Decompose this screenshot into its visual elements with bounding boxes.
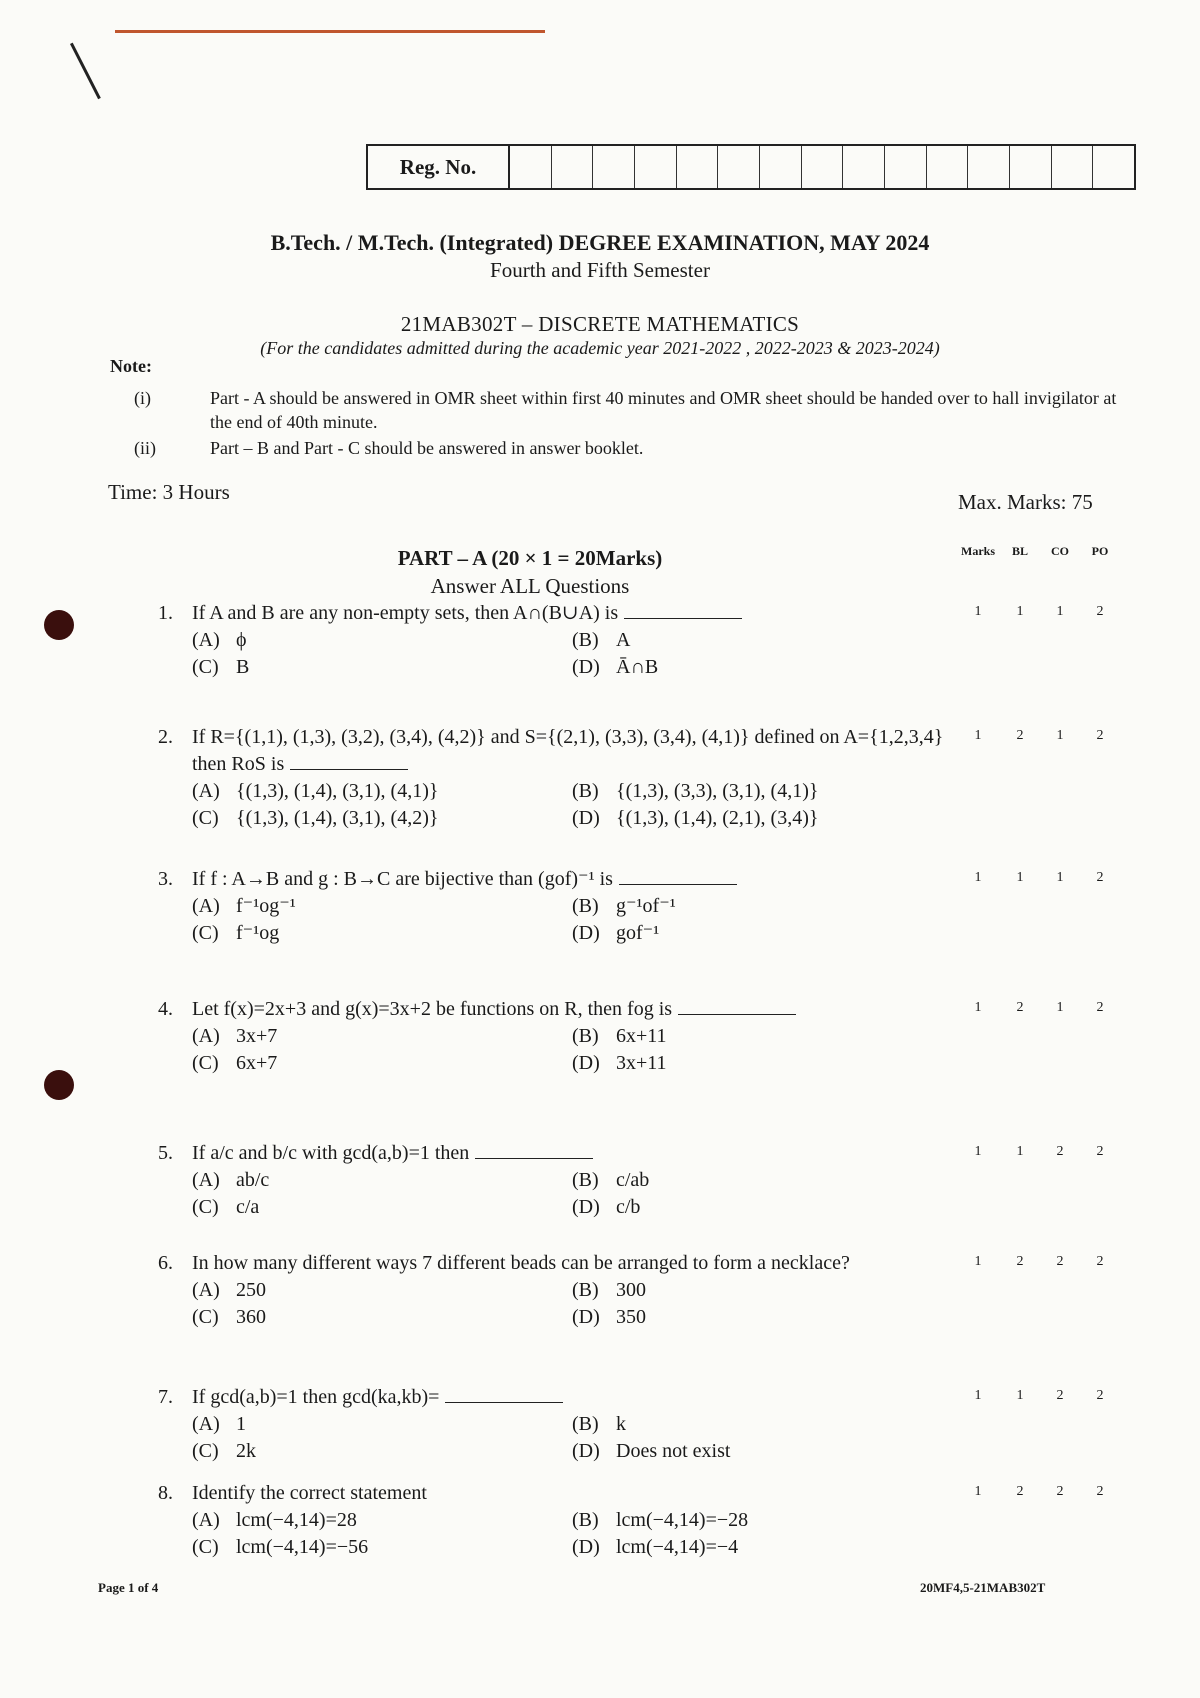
time-allowed: Time: 3 Hours <box>108 480 230 504</box>
option-text: 360 <box>236 1306 266 1328</box>
bl-value: 2 <box>1016 1254 1024 1269</box>
option-letter: (A) <box>192 1509 220 1531</box>
note-text: Part – B and Part - C should be answered in answer booklet. <box>210 438 644 458</box>
co-value: 2 <box>1056 1484 1064 1499</box>
co-value: 2 <box>1056 1388 1064 1403</box>
reg-no-cell[interactable] <box>718 146 760 188</box>
marks-value: 1 <box>974 604 982 619</box>
option-letter: (D) <box>572 1052 600 1074</box>
option-letter: (C) <box>192 1536 219 1558</box>
option <box>572 1167 952 1194</box>
reg-no-cell[interactable] <box>510 146 552 188</box>
question <box>158 724 958 832</box>
reg-no-cell[interactable] <box>760 146 802 188</box>
reg-no-cell[interactable] <box>1093 146 1134 188</box>
bl-value: 2 <box>1016 728 1024 743</box>
option-letter: (C) <box>192 807 219 829</box>
question <box>158 1480 958 1561</box>
note-label: Note: <box>110 356 152 376</box>
option-text: 300 <box>616 1279 646 1301</box>
marks-value: 1 <box>974 1144 982 1159</box>
option-text: k <box>616 1413 626 1435</box>
option-letter: (C) <box>192 1440 219 1462</box>
question-text: If gcd(a,b)=1 then gcd(ka,kb)= <box>192 1386 440 1408</box>
option <box>192 1507 572 1534</box>
option-text: c/a <box>236 1196 260 1218</box>
answer-blank <box>624 600 742 619</box>
question-text: In how many different ways 7 different beads can be arranged to form a necklace? <box>192 1252 850 1274</box>
reg-no-cell[interactable] <box>927 146 969 188</box>
option <box>192 627 572 654</box>
bl-value: 1 <box>1016 604 1024 619</box>
note-text: Part - A should be answered in OMR sheet within first 40 minutes and OMR sheet should be handed over to hall invigilator at the end of 40th minute. <box>210 388 1117 432</box>
option-text: gof⁻¹ <box>616 922 660 944</box>
question <box>158 1384 958 1465</box>
option-text: lcm(−4,14)=−4 <box>616 1536 739 1558</box>
co-value: 1 <box>1056 604 1064 619</box>
note-number: (ii) <box>134 438 156 458</box>
answer-blank <box>678 996 796 1015</box>
option <box>572 778 952 805</box>
option <box>192 778 572 805</box>
option <box>192 654 572 681</box>
question <box>158 1140 958 1221</box>
answer-blank <box>445 1384 563 1403</box>
option-text: B <box>236 656 250 678</box>
reg-no-cell[interactable] <box>843 146 885 188</box>
option <box>572 1277 952 1304</box>
option-letter: (B) <box>572 1509 599 1531</box>
pen-mark <box>70 43 101 100</box>
option-text: lcm(−4,14)=−28 <box>616 1509 749 1531</box>
reg-no-cell[interactable] <box>552 146 594 188</box>
option-text: g⁻¹of⁻¹ <box>616 895 676 917</box>
option-text: {(1,3), (1,4), (3,1), (4,1)} <box>236 780 439 802</box>
option-text: 350 <box>616 1306 646 1328</box>
option-letter: (B) <box>572 895 599 917</box>
option-text: c/ab <box>616 1169 650 1191</box>
option <box>572 1411 952 1438</box>
decorative-line <box>115 30 545 33</box>
bl-value: 2 <box>1016 1484 1024 1499</box>
option-letter: (D) <box>572 656 600 678</box>
question <box>158 996 958 1077</box>
option-letter: (A) <box>192 1413 220 1435</box>
option <box>572 1050 952 1077</box>
option-text: 2k <box>236 1440 256 1462</box>
co-value: 2 <box>1056 1144 1064 1159</box>
course-title: 21MAB302T – DISCRETE MATHEMATICS <box>400 312 800 336</box>
option-letter: (C) <box>192 1306 219 1328</box>
co-value: 2 <box>1056 1254 1064 1269</box>
question-text: Identify the correct statement <box>192 1482 427 1504</box>
option-text: 3x+11 <box>616 1052 667 1074</box>
option <box>192 893 572 920</box>
option <box>572 1438 952 1465</box>
question-number: 8. <box>158 1482 173 1504</box>
option-letter: (C) <box>192 1196 219 1218</box>
option-text: 1 <box>236 1413 246 1435</box>
option-letter: (D) <box>572 1440 600 1462</box>
option <box>572 920 952 947</box>
option-text: lcm(−4,14)=−56 <box>236 1536 369 1558</box>
option-text: {(1,3), (1,4), (3,1), (4,2)} <box>236 807 439 829</box>
po-value: 2 <box>1096 1144 1104 1159</box>
question-text: If R={(1,1), (1,3), (3,2), (3,4), (4,2)} and S={(2,1), (3,3), (3,4), (4,1)} defined on A={1,2,3,4} then RoS is <box>192 726 944 775</box>
option <box>192 1023 572 1050</box>
po-value: 2 <box>1096 1388 1104 1403</box>
question-number: 1. <box>158 602 173 624</box>
bl-value: 2 <box>1016 1000 1024 1015</box>
option-text: f⁻¹og⁻¹ <box>236 895 296 917</box>
option-letter: (C) <box>192 656 219 678</box>
answer-blank <box>475 1140 593 1159</box>
col-head-marks: Marks <box>961 544 995 558</box>
reg-no-cell[interactable] <box>968 146 1010 188</box>
note-item <box>110 436 1130 460</box>
question <box>158 600 958 681</box>
option-text: lcm(−4,14)=28 <box>236 1509 357 1531</box>
option <box>192 1411 572 1438</box>
option-letter: (B) <box>572 780 599 802</box>
reg-no-cell[interactable] <box>802 146 844 188</box>
option <box>192 1050 572 1077</box>
option <box>572 627 952 654</box>
question <box>158 1250 958 1331</box>
po-value: 2 <box>1096 604 1104 619</box>
bl-value: 1 <box>1016 1388 1024 1403</box>
option-text: f⁻¹og <box>236 922 280 944</box>
option-letter: (D) <box>572 807 600 829</box>
option <box>192 1438 572 1465</box>
option <box>572 1304 952 1331</box>
option <box>572 654 952 681</box>
po-value: 2 <box>1096 1000 1104 1015</box>
option-letter: (B) <box>572 1169 599 1191</box>
option-text: 6x+11 <box>616 1025 667 1047</box>
option-letter: (D) <box>572 922 600 944</box>
note-item <box>110 386 1130 434</box>
option <box>572 1194 952 1221</box>
question-number: 7. <box>158 1386 173 1408</box>
option-letter: (A) <box>192 895 220 917</box>
semester: Fourth and Fifth Semester <box>490 258 710 282</box>
reg-no-label: Reg. No. <box>368 146 510 188</box>
marks-value: 1 <box>974 1388 982 1403</box>
punch-hole <box>44 610 74 640</box>
option-letter: (A) <box>192 629 220 651</box>
exam-title: B.Tech. / M.Tech. (Integrated) DEGREE EXAMINATION, MAY 2024 <box>270 230 930 255</box>
marks-value: 1 <box>974 728 982 743</box>
option-text: {(1,3), (1,4), (2,1), (3,4)} <box>616 807 819 829</box>
col-head-po: PO <box>1091 544 1109 558</box>
option-letter: (A) <box>192 1025 220 1047</box>
option <box>572 1023 952 1050</box>
question-text: If A and B are any non-empty sets, then A∩(B∪A) is <box>192 602 619 624</box>
option <box>192 1534 572 1561</box>
reg-no-cell[interactable] <box>635 146 677 188</box>
question-number: 5. <box>158 1142 173 1164</box>
option <box>192 920 572 947</box>
marks-value: 1 <box>974 1484 982 1499</box>
option-letter: (B) <box>572 1279 599 1301</box>
option-text: Ā∩B <box>616 656 659 678</box>
option-letter: (D) <box>572 1536 600 1558</box>
co-value: 1 <box>1056 728 1064 743</box>
answer-blank <box>619 866 737 885</box>
answer-blank <box>290 751 408 770</box>
question-text: If f : A→B and g : B→C are bijective than (gof)⁻¹ is <box>192 868 613 890</box>
option-text: {(1,3), (3,3), (3,1), (4,1)} <box>616 780 819 802</box>
marks-value: 1 <box>974 870 982 885</box>
option <box>192 1277 572 1304</box>
option-text: 6x+7 <box>236 1052 278 1074</box>
option-letter: (C) <box>192 922 219 944</box>
po-value: 2 <box>1096 870 1104 885</box>
punch-hole <box>44 1070 74 1100</box>
option <box>192 1167 572 1194</box>
po-value: 2 <box>1096 1254 1104 1269</box>
option-text: A <box>616 629 631 651</box>
option <box>572 893 952 920</box>
co-value: 1 <box>1056 870 1064 885</box>
col-head-bl: BL <box>1011 544 1028 558</box>
bl-value: 1 <box>1016 870 1024 885</box>
option-text: c/b <box>616 1196 641 1218</box>
option-letter: (D) <box>572 1196 600 1218</box>
option <box>572 1534 952 1561</box>
option-letter: (B) <box>572 1025 599 1047</box>
po-value: 2 <box>1096 728 1104 743</box>
reg-no-cell[interactable] <box>1052 146 1094 188</box>
option-text: 3x+7 <box>236 1025 278 1047</box>
marks-value: 1 <box>974 1000 982 1015</box>
option <box>572 1507 952 1534</box>
question <box>158 866 958 947</box>
po-value: 2 <box>1096 1484 1104 1499</box>
marks-value: 1 <box>974 1254 982 1269</box>
question-text: If a/c and b/c with gcd(a,b)=1 then <box>192 1142 470 1164</box>
co-value: 1 <box>1056 1000 1064 1015</box>
reg-no-cell[interactable] <box>885 146 927 188</box>
reg-no-cell[interactable] <box>677 146 719 188</box>
batch-note: (For the candidates admitted during the academic year 2021-2022 , 2022-2023 & 2023-2024) <box>260 338 940 358</box>
option-letter: (D) <box>572 1306 600 1328</box>
reg-no-box <box>366 144 1136 190</box>
option <box>192 1304 572 1331</box>
reg-no-cell[interactable] <box>1010 146 1052 188</box>
option <box>572 805 952 832</box>
question-number: 3. <box>158 868 173 890</box>
part-instruction: Answer ALL Questions <box>430 574 630 598</box>
option-text: 250 <box>236 1279 266 1301</box>
option-letter: (A) <box>192 1169 220 1191</box>
option-text: ϕ <box>236 629 247 651</box>
bl-value: 1 <box>1016 1144 1024 1159</box>
option-letter: (B) <box>572 629 599 651</box>
question-number: 6. <box>158 1252 173 1274</box>
reg-no-cell[interactable] <box>593 146 635 188</box>
max-marks: Max. Marks: 75 <box>958 490 1093 514</box>
col-head-co: CO <box>1051 544 1069 558</box>
note-number: (i) <box>134 388 151 408</box>
option-letter: (A) <box>192 780 220 802</box>
option-letter: (C) <box>192 1052 219 1074</box>
question-number: 2. <box>158 726 173 748</box>
option <box>192 1194 572 1221</box>
option-text: Does not exist <box>616 1440 731 1462</box>
page-number: Page 1 of 4 <box>98 1580 159 1595</box>
paper-code: 20MF4,5-21MAB302T <box>920 1580 1046 1595</box>
option-text: ab/c <box>236 1169 270 1191</box>
question-text: Let f(x)=2x+3 and g(x)=3x+2 be functions on R, then fog is <box>192 998 673 1020</box>
option <box>192 805 572 832</box>
option-letter: (B) <box>572 1413 599 1435</box>
question-number: 4. <box>158 998 173 1020</box>
part-title: PART – A (20 × 1 = 20Marks) <box>397 546 663 570</box>
option-letter: (A) <box>192 1279 220 1301</box>
